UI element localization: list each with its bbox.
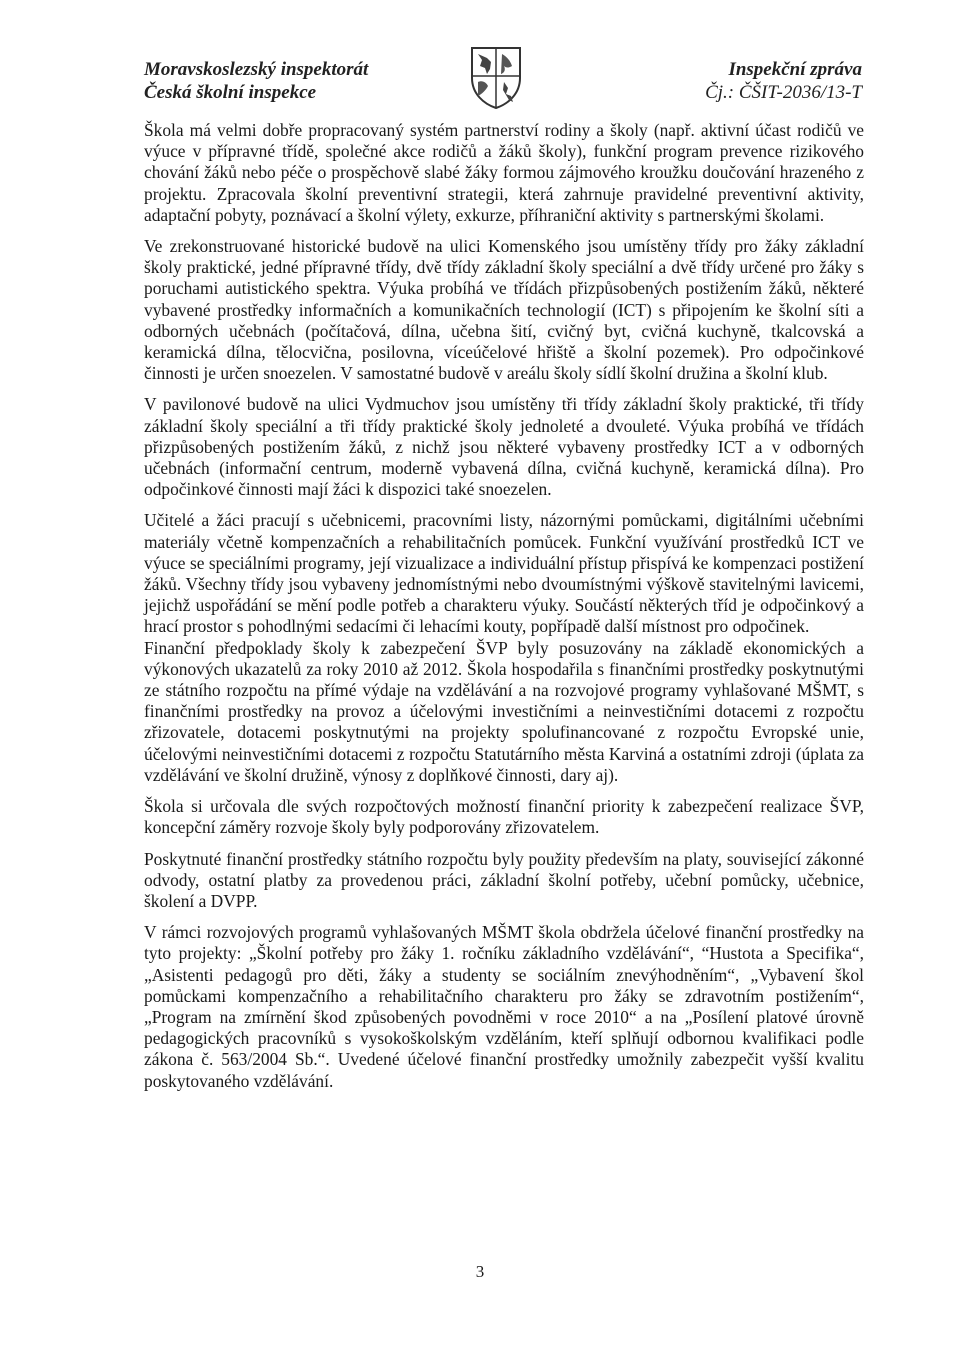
- page-number: 3: [475, 1262, 485, 1281]
- inspection-name: Česká školní inspekce: [144, 82, 317, 103]
- czech-coat-of-arms-icon: [468, 44, 524, 110]
- paragraph-priorities: Škola si určovala dle svých rozpočtových možností finanční priority k zabezpečení realizace ŠVP, koncepční záměry rozvoje školy byly podporovány zřizovatelem.: [144, 796, 864, 838]
- report-type: Inspekční zpráva: [728, 59, 862, 80]
- report-body: [144, 120, 864, 1102]
- paragraph-funds-usage: Poskytnuté finanční prostředky státního rozpočtu byly použity především na platy, související zákonné odvody, ostatní platby za provedenou práci, základní školní potřeby, učební pomůcky, učebnice, školení a DVPP.: [144, 848, 864, 911]
- paragraph-finance: Finanční předpoklady školy k zabezpečení ŠVP byly posuzovány na základě ekonomických a výkonových ukazatelů za roky 2010 až 2012. Škola hospodařila s finančními prostředky poskytnutými ze státního rozpočtu na přímé výdaje na vzdělávání a na rozvojové programy vyhlašované MŠMT, s finančními prostředky na provoz a účelovými investičními a neinvestičními dotacemi z rozpočtu zřizovatele, dotacemi poskytnutými na projekty spolufinancované z rozpočtu Evropské unie, účelovými neinvestičními dotacemi z rozpočtu Statutárního města Karviná a ostatními zdroji (úplata za vzdělávání ve školní družině, výnosy z doplňkové činnosti, dary aj).: [144, 637, 864, 785]
- paragraph-partnership: Škola má velmi dobře propracovaný systém partnerství rodiny a školy (např. aktivní účast rodičů ve výuce v přípravné třídě, společné akce rodičů a žáků školy), funkční program prevence rizikového chování žáků nebo péče o prospěchově slabé žáky formou zájmového kroužku doučování hrazeného z projektu. Zpracovala školní preventivní strategii, která zahrnuje pravidelné preventivní aktivity, adaptační pobyty, poznávací a školní výlety, exkurze, příhraniční aktivity s partnerskými školami.: [144, 120, 864, 225]
- page-header: [0, 44, 960, 114]
- paragraph-komenskeho-building: Ve zrekonstruované historické budově na ulici Komenského jsou umístěny třídy pro žáky základní školy praktické, jedné přípravné třídy, dvě třídy základní školy speciální a dvě třídy určené pro žáky s poruchami autistického spektra. Výuka probíhá ve třídách přizpůsobených postižením žáků, některé vybavené prostředky informačních a komunikačních technologií (ICT) s připojením ke školní síti a odborných učebnách (počítačová, dílna, učebna šití, cvičný byt, cvičná kuchyně, tkalcovská a keramická dílna, tělocvična, posilovna, víceúčelové hřiště a školní pozemek). Pro odpočinkové činnosti je určen snoezelen. V samostatné budově v areálu školy sídlí školní družina a školní klub.: [144, 236, 864, 384]
- paragraph-vydmuchov-building: V pavilonové budově na ulici Vydmuchov jsou umístěny tři třídy základní školy praktické, tři třídy základní školy speciální a tři třídy praktické školy jednoleté a dvouleté. Výuka probíhá ve třídách přizpůsobených postižením žáků, z nichž jsou některé vybaveny prostředky ICT a v odborných učebnách (informační centrum, moderně vybavená dílna, cvičná kuchyně, keramická dílna). Pro odpočinkové činnosti mají žáci k dispozici také snoezelen.: [144, 394, 864, 500]
- paragraph-development-programs: V rámci rozvojových programů vyhlašovaných MŠMT škola obdržela účelové finanční prostředky na tyto projekty: „Školní potřeby pro žáky 1. ročníku základního vzdělávání“, “Hustota a Specifika“, „Asistenti pedagogů pro děti, žáky a studenty se sociálním znevýhodněním“, „Vybavení škol pomůckami kompenzačního a rehabilitačního charakteru pro žáky se zdravotním postižením“, „Program na zmírnění škod způsobených povodněmi v roce 2010“ a na „Posílení platové úrovně pedagogických pracovníků s vysokoškolským vzděláním, kteří splňují odbornou kvalifikaci podle zákona č. 563/2004 Sb.“. Uvedené účelové finanční prostředky umožnily zabezpečit vyšší kvalitu poskytovaného vzdělávání.: [144, 922, 864, 1091]
- reference-number: Čj.: ČŠIT-2036/13-T: [705, 82, 862, 103]
- header-right: [705, 58, 862, 104]
- inspectorate-name: Moravskoslezský inspektorát: [144, 59, 369, 80]
- paragraph-teaching-aids: Učitelé a žáci pracují s učebnicemi, pracovními listy, názornými pomůckami, digitálními učebními materiály včetně kompenzačních a rehabilitačních pomůcek. Funkční využívání prostředků ICT ve výuce se speciálními programy, její vizualizace a individuální přístup přispívá ke kompenzaci postižení žáků. Všechny třídy jsou vybaveny jednomístnými nebo dvoumístnými výškově stavitelnými lavicemi, jejichž uspořádání se mění podle potřeb a charakteru výuky. Součástí některých tříd je odpočinkový a hrací prostor s pohodlnými sedacími či lehacími kouty, popřípadě další místnost pro odpočinek.: [144, 510, 864, 637]
- header-left: [144, 58, 368, 104]
